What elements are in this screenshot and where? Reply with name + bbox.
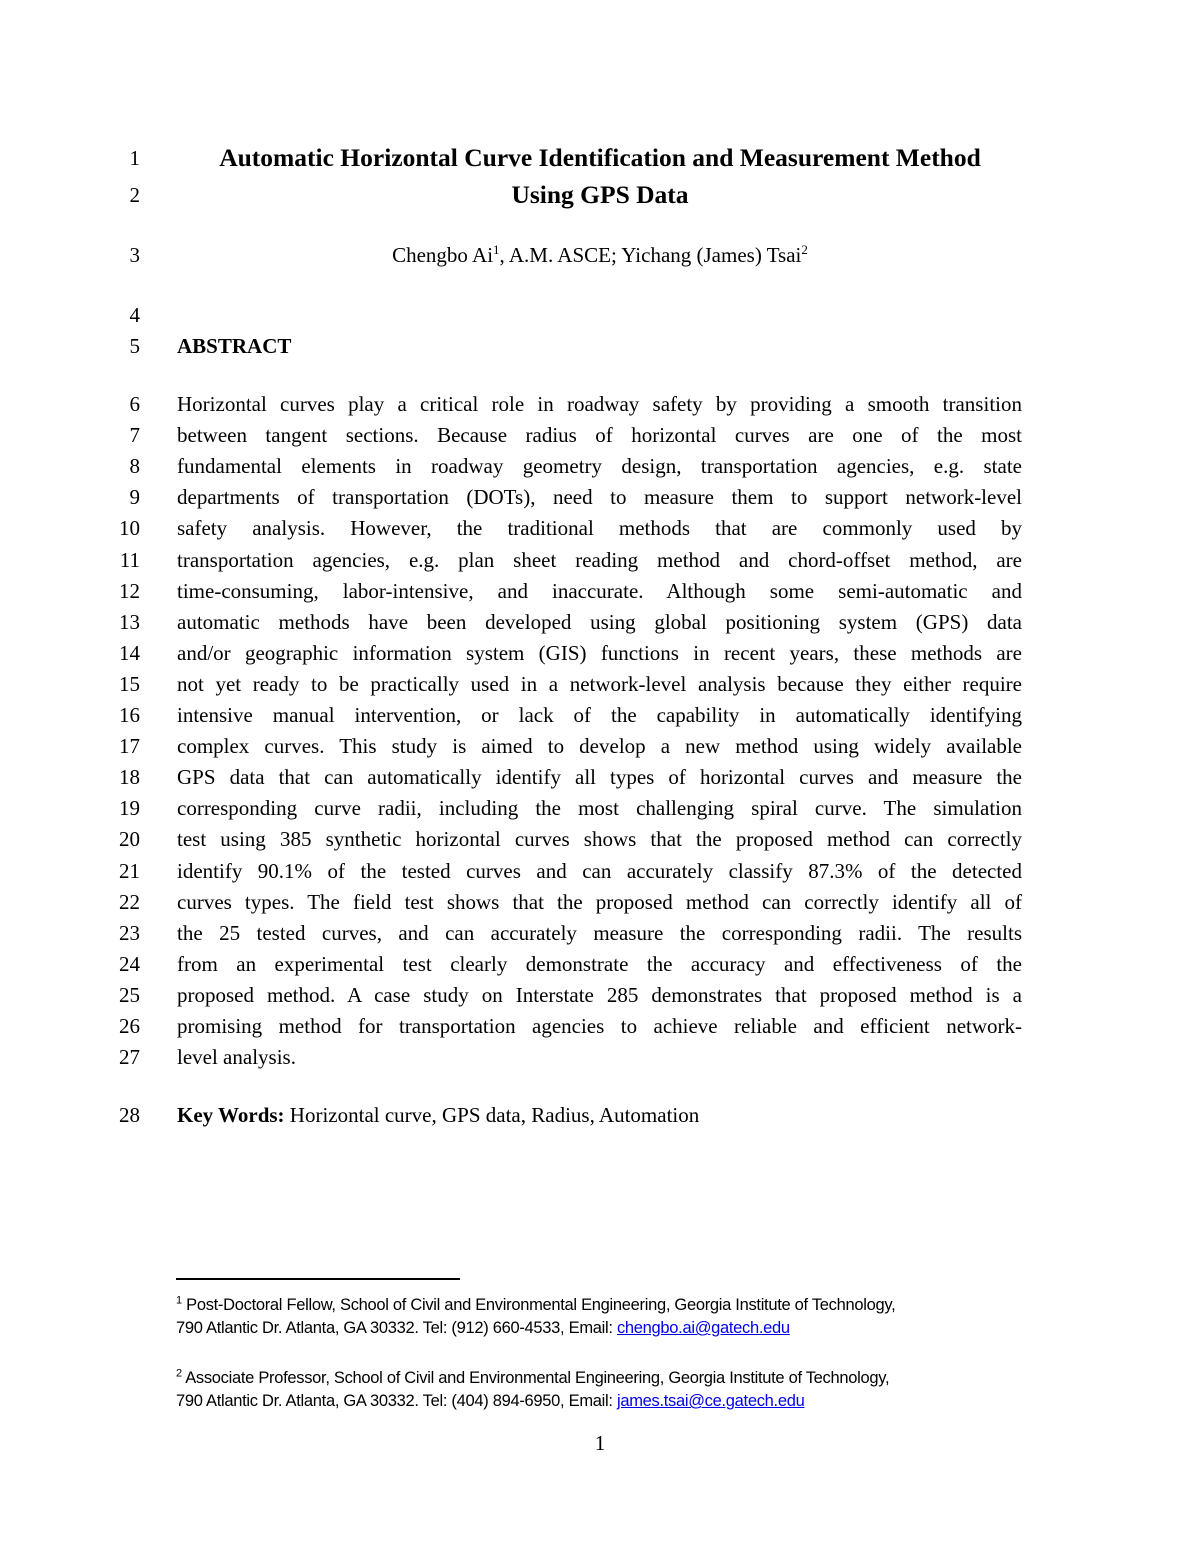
abstract-line: safety analysis. However, the traditional methods that are commonly used by bbox=[177, 516, 1022, 541]
abstract-line: between tangent sections. Because radius of horizontal curves are one of the most bbox=[177, 423, 1022, 448]
footnote-divider bbox=[176, 1278, 460, 1280]
abstract-line: test using 385 synthetic horizontal curves shows that the proposed method can correctly bbox=[177, 827, 1022, 852]
abstract-line: the 25 tested curves, and can accurately measure the corresponding radii. The results bbox=[177, 920, 1022, 945]
line-number: 1 bbox=[129, 146, 140, 170]
line-number: 19 bbox=[119, 796, 140, 821]
line-number: 21 bbox=[119, 858, 140, 883]
line-number: 2 bbox=[129, 183, 140, 207]
abstract-line: and/or geographic information system (GIS) functions in recent years, these methods are bbox=[177, 640, 1022, 665]
abstract-line: fundamental elements in roadway geometry design, transportation agencies, e.g. state bbox=[177, 454, 1022, 479]
abstract-line: complex curves. This study is aimed to develop a new method using widely available bbox=[177, 734, 1022, 759]
abstract-line: from an experimental test clearly demonstrate the accuracy and effectiveness of the bbox=[177, 951, 1022, 976]
footnote-text: Associate Professor, School of Civil and Environmental Engineering, Georgia Institute of Technology, bbox=[181, 1369, 890, 1387]
line-number: 10 bbox=[119, 516, 140, 541]
line-number: 7 bbox=[129, 423, 140, 448]
line-number: 4 bbox=[129, 303, 140, 327]
paper-title-line-1: Automatic Horizontal Curve Identification and Measurement Method bbox=[219, 143, 981, 172]
footnote-text: Post-Doctoral Fellow, School of Civil and Environmental Engineering, Georgia Institute of Technology, bbox=[181, 1296, 896, 1314]
line-number: 8 bbox=[129, 454, 140, 479]
footnote-2-line-2 bbox=[176, 1390, 804, 1412]
abstract-line: GPS data that can automatically identify all types of horizontal curves and measure the bbox=[177, 765, 1022, 790]
line-number: 12 bbox=[119, 578, 140, 603]
footnote-1-line-2 bbox=[176, 1317, 790, 1339]
keywords-text: Horizontal curve, GPS data, Radius, Automation bbox=[284, 1103, 700, 1127]
line-number: 28 bbox=[119, 1103, 140, 1127]
keywords bbox=[177, 1103, 1022, 1127]
paper-title-line-2: Using GPS Data bbox=[511, 180, 689, 209]
abstract-line: automatic methods have been developed using global positioning system (GPS) data bbox=[177, 609, 1022, 634]
footnote-mark: 1 bbox=[176, 1294, 182, 1307]
footnote-2-line-1 bbox=[176, 1367, 889, 1389]
line-number: 6 bbox=[129, 392, 140, 416]
line-number: 27 bbox=[119, 1045, 140, 1070]
line-number: 26 bbox=[119, 1014, 140, 1038]
abstract-line: intensive manual intervention, or lack of the capability in automatically identifying bbox=[177, 703, 1022, 727]
line-number: 24 bbox=[119, 951, 140, 976]
line-number: 14 bbox=[119, 640, 140, 665]
line-number: 23 bbox=[119, 920, 140, 945]
abstract-line: level analysis. bbox=[177, 1045, 296, 1070]
abstract-line: departments of transportation (DOTs), need to measure them to support network-level bbox=[177, 485, 1022, 510]
footnote-1-line-1 bbox=[176, 1294, 895, 1316]
line-number: 13 bbox=[119, 609, 140, 634]
author-list bbox=[140, 243, 1060, 267]
footnote-mark: 2 bbox=[176, 1367, 182, 1380]
line-number: 15 bbox=[119, 671, 140, 696]
abstract-heading: ABSTRACT bbox=[177, 334, 292, 358]
keywords-label: Key Words: bbox=[177, 1103, 285, 1127]
page-number: 1 bbox=[594, 1431, 606, 1455]
abstract-line: identify 90.1% of the tested curves and can accurately classify 87.3% of the detected bbox=[177, 858, 1022, 883]
line-number: 9 bbox=[129, 485, 140, 510]
affiliation-mark: 1 bbox=[493, 242, 500, 257]
line-number: 16 bbox=[119, 703, 140, 727]
email-link[interactable]: chengbo.ai@gatech.edu bbox=[616, 1319, 790, 1337]
abstract-line: promising method for transportation agencies to achieve reliable and efficient network- bbox=[177, 1014, 1022, 1038]
line-number: 3 bbox=[129, 243, 140, 267]
affiliation-mark: 2 bbox=[801, 242, 808, 257]
footnote-text: 790 Atlantic Dr. Atlanta, GA 30332. Tel: (404) 894-6950, Email: bbox=[176, 1392, 617, 1410]
abstract-line: Horizontal curves play a critical role in roadway safety by providing a smooth transition bbox=[177, 392, 1022, 416]
abstract-line: not yet ready to be practically used in a network-level analysis because they either require bbox=[177, 671, 1022, 696]
line-number: 5 bbox=[129, 334, 140, 358]
line-number: 22 bbox=[119, 889, 140, 914]
line-number: 11 bbox=[119, 547, 140, 572]
line-number: 17 bbox=[119, 734, 140, 759]
line-number: 25 bbox=[119, 982, 140, 1007]
line-number: 20 bbox=[119, 827, 140, 852]
abstract-line: curves types. The field test shows that the proposed method can correctly identify all of bbox=[177, 889, 1022, 914]
author-1: Chengbo Ai bbox=[392, 243, 494, 267]
author-2: , A.M. ASCE; Yichang (James) Tsai bbox=[499, 243, 802, 267]
abstract-line: proposed method. A case study on Interstate 285 demonstrates that proposed method is a bbox=[177, 982, 1022, 1007]
abstract-line: transportation agencies, e.g. plan sheet reading method and chord-offset method, are bbox=[177, 547, 1022, 572]
email-link[interactable]: james.tsai@ce.gatech.edu bbox=[616, 1392, 805, 1410]
footnote-text: 790 Atlantic Dr. Atlanta, GA 30332. Tel: (912) 660-4533, Email: bbox=[176, 1319, 617, 1337]
abstract-line: time-consuming, labor-intensive, and inaccurate. Although some semi-automatic and bbox=[177, 578, 1022, 603]
line-number: 18 bbox=[119, 765, 140, 790]
abstract-line: corresponding curve radii, including the most challenging spiral curve. The simulation bbox=[177, 796, 1022, 821]
